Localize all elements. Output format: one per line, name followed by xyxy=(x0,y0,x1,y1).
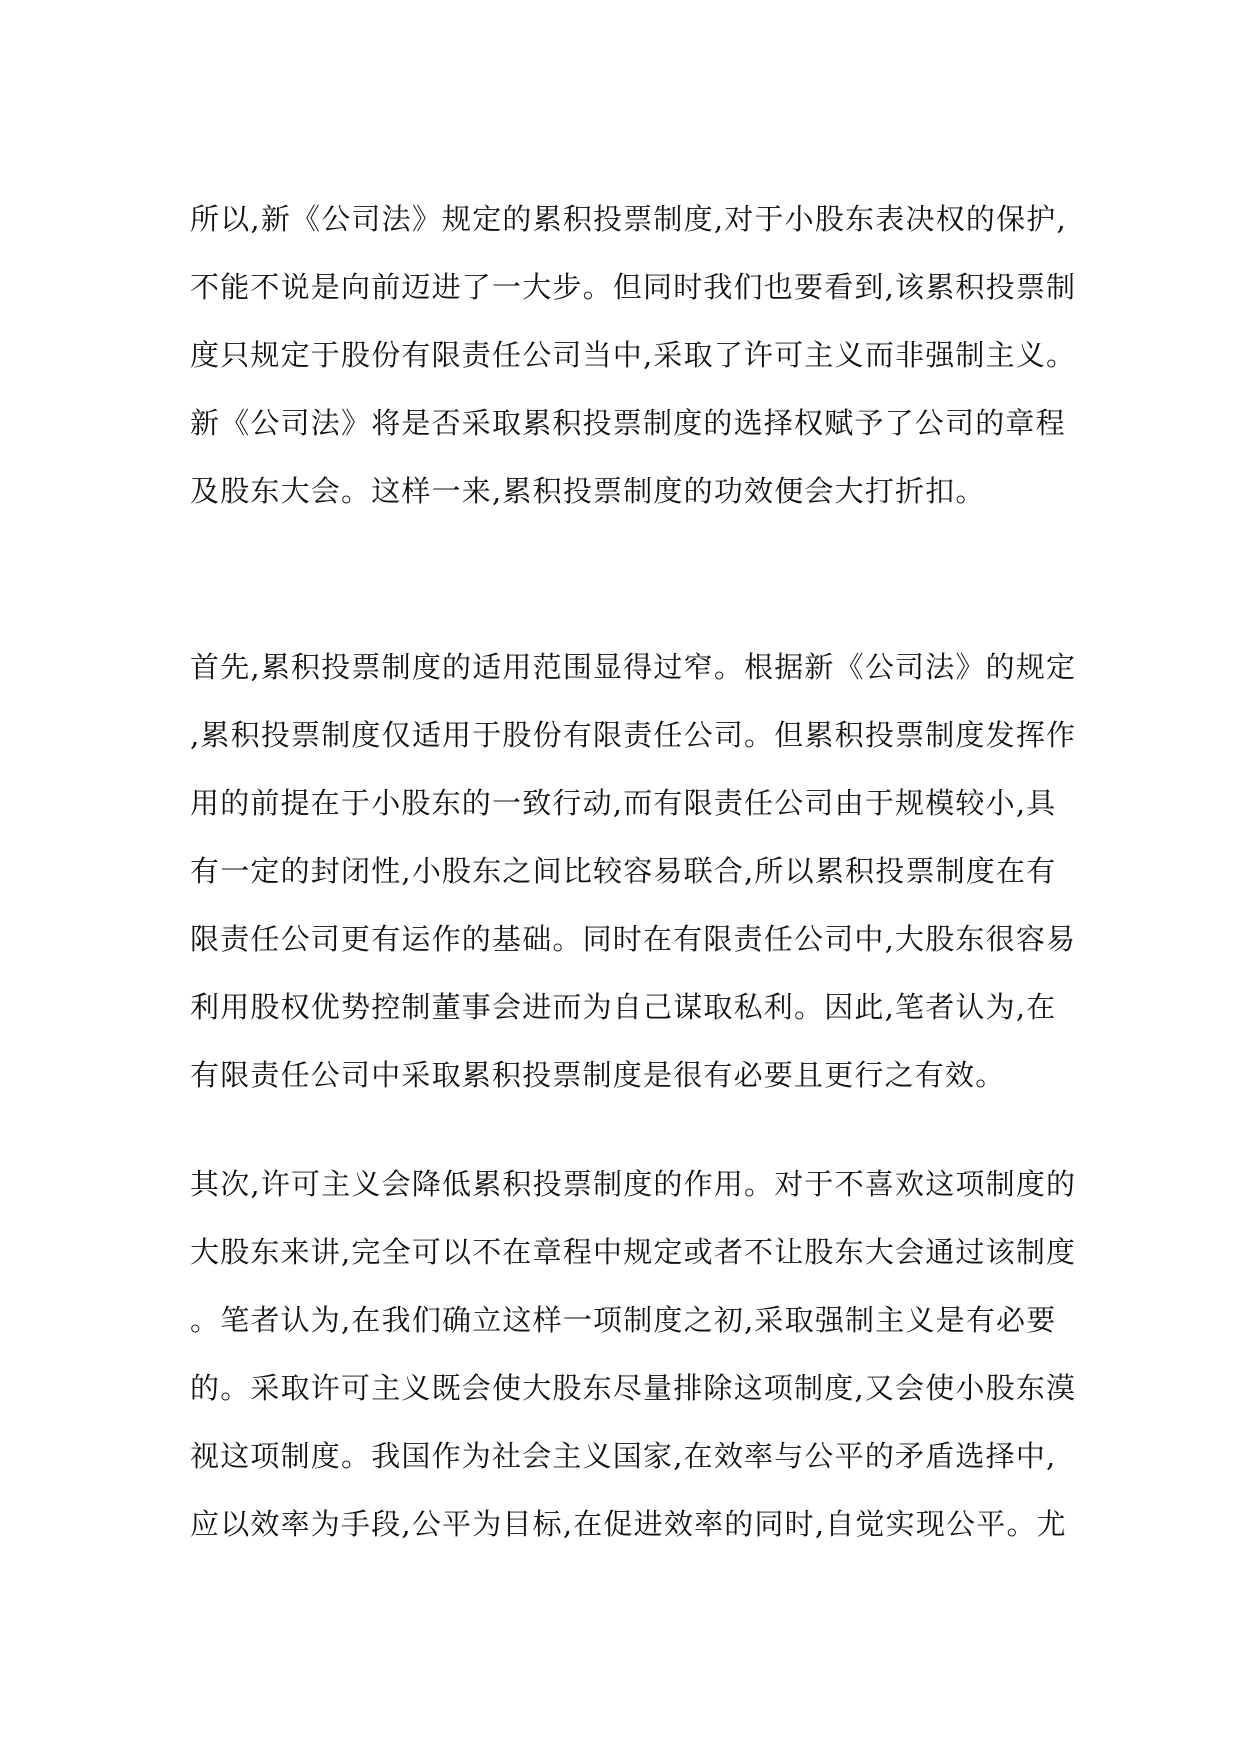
text-line: 新《公司法》将是否采取累积投票制度的选择权赋予了公司的章程 xyxy=(190,406,1066,440)
text-line: 有一定的封闭性,小股东之间比较容易联合,所以累积投票制度在有 xyxy=(190,854,1057,888)
text-line: 用的前提在于小股东的一致行动,而有限责任公司由于规模较小,具 xyxy=(190,786,1057,820)
text-line: 不能不说是向前迈进了一大步。但同时我们也要看到,该累积投票制 xyxy=(190,270,1077,304)
text-line: 首先,累积投票制度的适用范围显得过窄。根据新《公司法》的规定 xyxy=(190,650,1077,684)
text-line: 其次,许可主义会降低累积投票制度的作用。对于不喜欢这项制度的 xyxy=(190,1167,1077,1201)
text-line: 限责任公司更有运作的基础。同时在有限责任公司中,大股东很容易 xyxy=(190,922,1077,956)
paragraph-cumulative-voting-intro xyxy=(190,185,1077,525)
text-line: 利用股权优势控制董事会进而为自己谋取私利。因此,笔者认为,在 xyxy=(190,990,1057,1024)
text-line: 视这项制度。我国作为社会主义国家,在效率与公平的矛盾选择中, xyxy=(190,1439,1057,1473)
text-line: 有限责任公司中采取累积投票制度是很有必要且更行之有效。 xyxy=(190,1058,1006,1092)
text-line: 大股东来讲,完全可以不在章程中规定或者不让股东大会通过该制度 xyxy=(190,1235,1077,1269)
text-line: 所以,新《公司法》规定的累积投票制度,对于小股东表决权的保护, xyxy=(190,202,1067,236)
text-line: 应以效率为手段,公平为目标,在促进效率的同时,自觉实现公平。尤 xyxy=(190,1507,1067,1541)
text-line: ,累积投票制度仅适用于股份有限责任公司。但累积投票制度发挥作 xyxy=(190,718,1077,752)
paragraph-permissive-principle xyxy=(190,1150,1077,1558)
text-line: 及股东大会。这样一来,累积投票制度的功效便会大打折扣。 xyxy=(190,474,986,508)
text-line: 。笔者认为,在我们确立这样一项制度之初,采取强制主义是有必要 xyxy=(190,1303,1057,1337)
text-line: 的。采取许可主义既会使大股东尽量排除这项制度,又会使小股东漠 xyxy=(190,1371,1077,1405)
text-line: 度只规定于股份有限责任公司当中,采取了许可主义而非强制主义。 xyxy=(190,338,1077,372)
paragraph-scope-too-narrow xyxy=(190,633,1077,1109)
